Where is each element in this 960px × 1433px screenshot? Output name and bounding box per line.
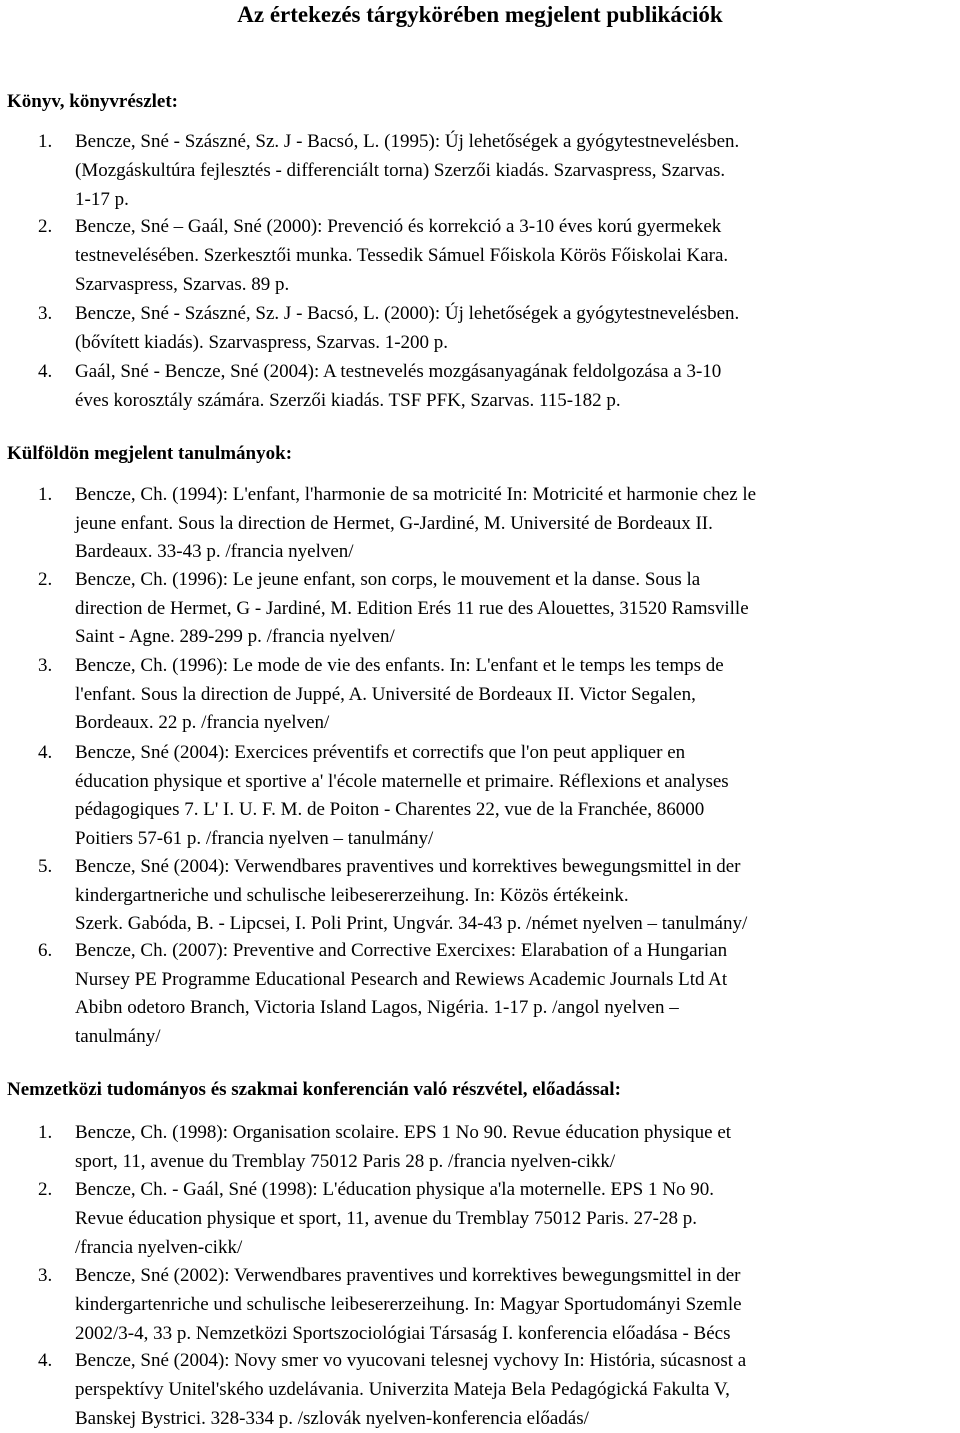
list-item-line: pédagogiques 7. L' I. U. F. M. de Poiton - Charentes 22, vue de la Franchée, 86000 xyxy=(75,799,705,821)
list-item-line: Bencze, Ch. (1996): Le jeune enfant, son corps, le mouvement et la danse. Sous la xyxy=(75,569,701,590)
list-item-line: Bencze, Sné (2004): Novy smer vo vyucovani telesnej vychovy In: História, súcasnost a xyxy=(75,1350,747,1371)
list-item-line: kindergartneriche und schulische leibesererzeihung. In: Közös értékeink. xyxy=(75,884,629,906)
section-heading: Külföldön megjelent tanulmányok: xyxy=(7,443,293,464)
list-item-text xyxy=(75,212,728,299)
list-item-number: 1. xyxy=(38,131,53,152)
list-item-line: Poitiers 57-61 p. /francia nyelven – tanulmány/ xyxy=(75,827,434,849)
list-item-line: tanulmány/ xyxy=(75,1025,161,1047)
list-item-line: Bencze, Ch. (1998): Organisation scolaire. EPS 1 No 90. Revue éducation physique et xyxy=(75,1122,732,1143)
list-item-number: 4. xyxy=(38,742,53,763)
list-item-line: perspektívy Unitel'ského uzdelávania. Univerzita Mateja Bela Pedagógická Fakulta V, xyxy=(75,1379,730,1400)
list-item-line: Bencze, Ch. (1996): Le mode de vie des enfants. In: L'enfant et le temps les temps de xyxy=(75,655,724,676)
list-item-line: éducation physique et sportive a' l'école maternelle et primaire. Réflexions et analyses xyxy=(75,770,729,792)
list-item-line: Bencze, Sné - Szászné, Sz. J - Bacsó, L. (2000): Új lehetőségek a gyógytestnevelésben. xyxy=(75,303,740,324)
list-item-text xyxy=(75,853,747,939)
list-item-line: Nursey PE Programme Educational Pesearch and Rewiews Academic Journals Ltd At xyxy=(75,968,728,990)
list-item-number: 2. xyxy=(38,1179,53,1200)
section-heading: Könyv, könyvrészlet: xyxy=(7,91,178,112)
list-item-line: l'enfant. Sous la direction de Juppé, A. Université de Bordeaux II. Victor Segalen, xyxy=(75,683,696,705)
list-item-text xyxy=(75,299,739,357)
list-item-line: Bencze, Sné (2004): Exercices préventifs et correctifs que l'on peut appliquer en xyxy=(75,742,686,763)
list-item-line: jeune enfant. Sous la direction de Hermet, G-Jardiné, M. Université de Bordeaux II. xyxy=(75,512,713,534)
list-item-number: 1. xyxy=(38,1122,53,1143)
list-item-text xyxy=(75,357,721,415)
list-item-line: (Mozgáskultúra fejlesztés - differenciált torna) Szerzői kiadás. Szarvaspress, Szarvas. xyxy=(75,160,726,181)
list-item-line: Saint - Agne. 289-299 p. /francia nyelven/ xyxy=(75,626,395,648)
list-item-text xyxy=(75,937,727,1051)
list-item-text xyxy=(75,127,739,214)
list-item-number: 1. xyxy=(38,484,53,505)
list-item-line: Bencze, Sné (2002): Verwendbares praventives und korrektives bewegungsmittel in der xyxy=(75,1265,741,1286)
list-item-number: 6. xyxy=(38,940,53,961)
list-item-text xyxy=(75,566,749,652)
list-item-line: Bencze, Ch. (2007): Preventive and Corrective Exercixes: Elarabation of a Hungarian xyxy=(75,940,728,961)
list-item-line: Bencze, Ch. - Gaál, Sné (1998): L'éducation physique a'la moternelle. EPS 1 No 90. xyxy=(75,1179,714,1200)
list-item-number: 3. xyxy=(38,655,53,676)
list-item-text xyxy=(75,652,724,738)
list-item-line: Szarvaspress, Szarvas. 89 p. xyxy=(75,274,290,295)
list-item-text xyxy=(75,739,729,853)
list-item-line: Banskej Bystrici. 328-334 p. /szlovák nyelven-konferencia előadás/ xyxy=(75,1408,589,1429)
list-item-line: testnevelésében. Szerkesztői munka. Tessedik Sámuel Főiskola Körös Főiskolai Kara. xyxy=(75,245,729,266)
list-item-line: Bardeaux. 33-43 p. /francia nyelven/ xyxy=(75,541,354,563)
list-item-line: direction de Hermet, G - Jardiné, M. Edition Erés 11 rue des Alouettes, 31520 Ramsville xyxy=(75,597,749,619)
list-item-line: Szerk. Gabóda, B. - Lipcsei, I. Poli Print, Ungvár. 34-43 p. /német nyelven – tanulmány/ xyxy=(75,913,748,935)
list-item-number: 2. xyxy=(38,216,53,237)
list-item-line: Abibn odetoro Branch, Victoria Island Lagos, Nigéria. 1-17 p. /angol nyelven – xyxy=(75,997,679,1019)
list-item-text xyxy=(75,1118,731,1176)
list-item-text xyxy=(75,481,756,567)
list-item-line: /francia nyelven-cikk/ xyxy=(75,1237,243,1258)
section-heading: Nemzetközi tudományos és szakmai konferencián való részvétel, előadással: xyxy=(7,1079,621,1100)
list-item-number: 5. xyxy=(38,856,53,877)
list-item-text xyxy=(75,1261,742,1348)
list-item-line: 1-17 p. xyxy=(75,189,129,210)
list-item-line: éves korosztály számára. Szerzői kiadás. TSF PFK, Szarvas. 115-182 p. xyxy=(75,390,621,411)
list-item-line: kindergartenriche und schulische leibesererzeihung. In: Magyar Sportudományi Szemle xyxy=(75,1294,742,1315)
list-item-number: 2. xyxy=(38,569,53,590)
list-item-line: (bővített kiadás). Szarvaspress, Szarvas. 1-200 p. xyxy=(75,332,449,353)
list-item-line: Bencze, Sné - Szászné, Sz. J - Bacsó, L. (1995): Új lehetőségek a gyógytestnevelésben. xyxy=(75,131,740,152)
list-item-line: sport, 11, avenue du Tremblay 75012 Paris 28 p. /francia nyelven-cikk/ xyxy=(75,1151,616,1172)
list-item-line: Bencze, Sné (2004): Verwendbares praventives und korrektives bewegungsmittel in der xyxy=(75,856,741,877)
list-item-text xyxy=(75,1175,714,1262)
list-item-text xyxy=(75,1346,746,1433)
list-item-line: Bencze, Sné – Gaál, Sné (2000): Prevenció és korrekció a 3-10 éves korú gyermekek xyxy=(75,216,722,237)
list-item-number: 3. xyxy=(38,303,53,324)
list-item-number: 4. xyxy=(38,1350,53,1371)
list-item-number: 3. xyxy=(38,1265,53,1286)
list-item-line: Bordeaux. 22 p. /francia nyelven/ xyxy=(75,712,330,734)
list-item-number: 4. xyxy=(38,361,53,382)
list-item-line: Gaál, Sné - Bencze, Sné (2004): A testnevelés mozgásanyagának feldolgozása a 3-10 xyxy=(75,361,722,382)
page-title: Az értekezés tárgykörében megjelent publikációk xyxy=(237,2,723,27)
list-item-line: Revue éducation physique et sport, 11, avenue du Tremblay 75012 Paris. 27-28 p. xyxy=(75,1208,697,1229)
list-item-line: Bencze, Ch. (1994): L'enfant, l'harmonie de sa motricité In: Motricité et harmonie chez le xyxy=(75,484,757,505)
list-item-line: 2002/3-4, 33 p. Nemzetközi Sportszociológiai Társaság I. konferencia előadása - Bécs xyxy=(75,1323,731,1344)
